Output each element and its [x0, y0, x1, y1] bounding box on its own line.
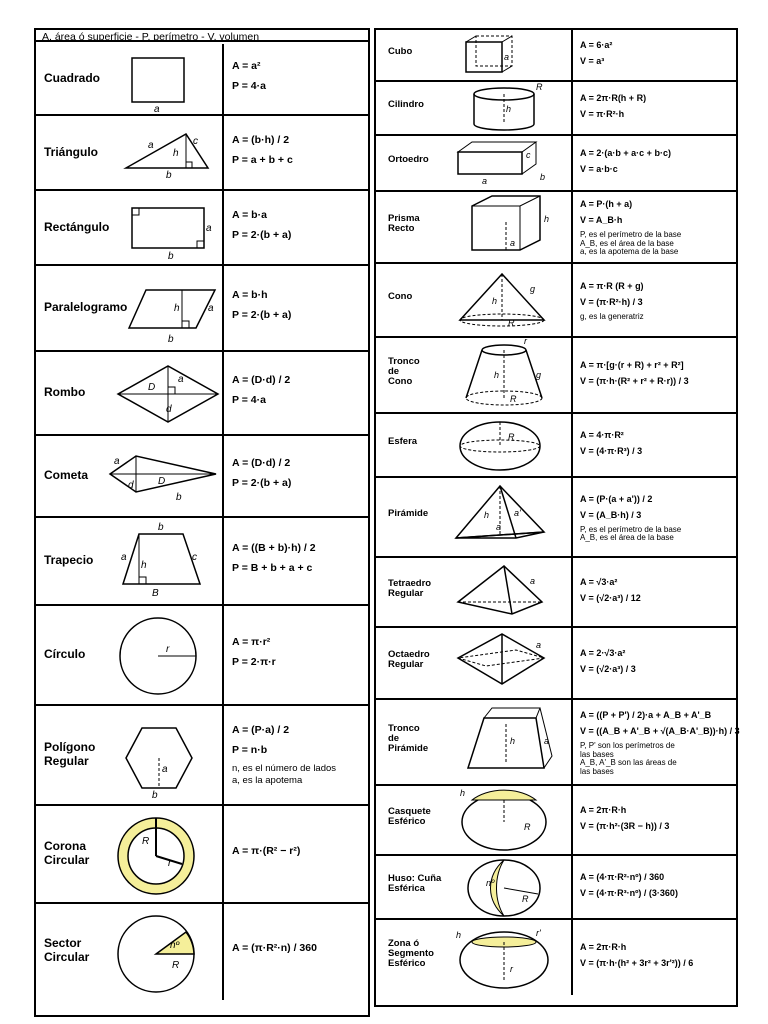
area-formula: A = (π·R²·n) / 360 [232, 942, 317, 954]
area-formula: A = b·h [232, 289, 268, 301]
dimension-label: h [484, 510, 490, 520]
dimension-label: R [536, 82, 543, 92]
area-formula: A = (D·d) / 2 [232, 457, 291, 469]
perimeter-formula: P = 2·π·r [232, 656, 276, 668]
volume-formula: V = a³ [580, 56, 605, 66]
cubo-diagram [376, 30, 571, 82]
area-formula: A = ((P + P') / 2)·a + A_B + A'_B [580, 710, 712, 720]
formula-row-sector-circular [36, 904, 368, 1000]
tronco-de-piramide-diagram [376, 700, 571, 786]
figure-name: Corona Circular [44, 839, 90, 867]
formula-note: a, es la apotema de la base [580, 247, 679, 257]
perimeter-formula: P = 2·(b + a) [232, 477, 292, 489]
dimension-label: b [176, 492, 182, 503]
figure-name: Rectángulo [44, 219, 110, 234]
formula-row-zona-o-segmento-esferico [376, 920, 736, 995]
trapecio-diagram [36, 518, 222, 606]
formula-note: las bases [580, 766, 614, 776]
column-divider [222, 518, 224, 604]
formula-row-tronco-de-piramide [376, 700, 740, 786]
formula-row-circulo [36, 606, 368, 706]
column-divider [571, 82, 573, 134]
column-divider [222, 436, 224, 516]
dimension-label: a [178, 374, 184, 385]
formula-row-corona-circular [36, 806, 368, 904]
formula-note: P, es el perímetro de la base [580, 524, 682, 534]
dimension-label: R [508, 432, 515, 442]
area-formula: A = (b·h) / 2 [232, 133, 290, 146]
dimension-label: R [508, 318, 515, 328]
figure-name: Tronco de Cono [388, 356, 420, 387]
esfera-diagram [376, 414, 571, 478]
column-divider [571, 414, 573, 476]
huso-cuna-esferica-diagram [376, 856, 571, 920]
figure-name: Rombo [44, 385, 86, 399]
dimension-label: h [173, 148, 179, 159]
dimension-label: a [206, 223, 212, 234]
formula-row-octaedro-regular [376, 628, 736, 700]
column-divider [222, 191, 224, 264]
formula-note: P, P' son los perímetros de [580, 741, 675, 750]
figure-name: Cubo [388, 46, 413, 57]
column-divider [571, 264, 573, 336]
zona-o-segmento-esferico-diagram [376, 920, 571, 995]
dimension-label: B [152, 588, 159, 599]
dimension-label: r [166, 644, 170, 655]
column-divider [571, 192, 573, 262]
tronco-de-cono-diagram [376, 338, 571, 414]
figure-name: Polígono Regular [44, 740, 96, 768]
legend-header: A, área ó superficie - P, perímetro - V, volumen [34, 28, 370, 42]
figure-name: Zona ó Segmento Esférico [388, 937, 434, 969]
dimension-label: h [141, 560, 147, 571]
dimension-label: R [524, 822, 531, 832]
volume-formula: V = (A_B·h) / 3 [580, 509, 642, 520]
dimension-label: a [121, 552, 127, 563]
perimeter-formula: P = B + b + a + c [232, 562, 313, 574]
dimension-label: b [540, 172, 546, 182]
formula-row-esfera [376, 414, 736, 478]
dimension-label: b [158, 522, 164, 533]
column-divider [571, 628, 573, 698]
formula-row-trapecio [36, 518, 368, 606]
area-formula: A = (P·a) / 2 [232, 724, 290, 736]
dimension-label: d [128, 480, 134, 491]
figure-name: Tetraedro Regular [388, 578, 432, 599]
perimeter-formula: P = a + b + c [232, 153, 293, 166]
column-divider [222, 706, 224, 804]
figure-name: Círculo [44, 647, 86, 661]
column-divider [222, 904, 224, 1000]
figure-name: Casquete Esférico [388, 806, 431, 827]
dimension-label: D [148, 382, 156, 393]
formula-row-rombo [36, 352, 368, 436]
area-formula: A = (4·π·R²·nº) / 360 [580, 872, 665, 882]
dimension-label: h [510, 736, 516, 746]
dimension-label: h [174, 303, 180, 314]
figure-name: Trapecio [44, 553, 94, 567]
figure-name: Esfera [388, 436, 418, 447]
column-divider [571, 856, 573, 918]
dimension-label: a [148, 140, 154, 151]
formula-row-piramide [376, 478, 736, 558]
area-formula: A = 2π·R(h + R) [580, 93, 647, 103]
dimension-label: R [522, 894, 529, 904]
figure-name: Triángulo [44, 144, 98, 159]
formula-row-tetraedro-regular [376, 558, 736, 628]
formula-row-rectangulo [36, 191, 368, 266]
solid-figures-column [374, 28, 738, 1007]
dimension-label: a [482, 176, 488, 186]
dimension-label: a [208, 303, 214, 314]
formula-row-triangulo [36, 116, 368, 191]
corona-circular-diagram [36, 806, 222, 904]
figure-name: Tronco de Pirámide [388, 723, 429, 754]
dimension-label: b [168, 334, 174, 345]
dimension-label: a [536, 640, 542, 650]
dimension-label: r [510, 964, 513, 974]
area-formula: A = 6·a² [580, 40, 613, 50]
dimension-label: h [492, 296, 498, 306]
formula-row-poligono-regular [36, 706, 368, 806]
figure-name: Pirámide [388, 508, 429, 519]
dimension-label: b [168, 251, 174, 262]
area-formula: A = π·r² [232, 636, 271, 648]
plane-figures-column [34, 28, 370, 1017]
perimeter-formula: P = 4·a [232, 80, 266, 92]
area-formula: A = ((B + b)·h) / 2 [232, 542, 316, 554]
formula-note: g, es la generatriz [580, 311, 644, 321]
column-divider [222, 606, 224, 704]
formula-row-cubo [376, 30, 736, 82]
area-formula: A = π·(R² − r²) [232, 845, 301, 857]
area-formula: A = b·a [232, 208, 267, 221]
column-divider [571, 478, 573, 556]
area-formula: A = a² [232, 60, 261, 72]
figure-name: Prisma Recto [388, 213, 420, 234]
column-divider [222, 806, 224, 902]
volume-formula: V = A_B·h [580, 215, 623, 226]
formula-row-cilindro [376, 82, 736, 136]
ortoedro-diagram [376, 136, 571, 192]
volume-formula: V = (√2·a³) / 3 [580, 664, 636, 674]
figure-name: Ortoedro [388, 154, 429, 165]
dimension-label: a [510, 238, 516, 248]
dimension-label: a' [514, 508, 521, 518]
volume-formula: V = (4·π·R³·nº) / (3·360) [580, 888, 678, 898]
formula-row-ortoedro [376, 136, 736, 192]
poligono-regular-diagram [36, 706, 222, 806]
figure-name: Cometa [44, 468, 89, 482]
perimeter-formula: P = 2·(b + a) [232, 228, 292, 241]
volume-formula: V = a·b·c [580, 164, 618, 174]
rombo-diagram [36, 352, 222, 436]
dimension-label: a [544, 736, 550, 746]
formula-row-casquete-esferico [376, 786, 736, 856]
perimeter-formula: P = 2·(b + a) [232, 309, 292, 321]
perimeter-formula: P = n·b [232, 744, 268, 756]
volume-formula: V = (4·π·R³) / 3 [580, 446, 643, 456]
dimension-label: R [510, 394, 517, 404]
formula-note: a, es la apotema [232, 775, 303, 786]
formula-row-tronco-de-cono [376, 338, 736, 414]
figure-name: Cuadrado [44, 71, 101, 85]
dimension-label: h [456, 930, 462, 940]
paralelogramo-diagram [36, 266, 222, 352]
figure-name: Cilindro [388, 99, 424, 110]
area-formula: A = 2π·R·h [580, 941, 627, 952]
cono-diagram [376, 264, 571, 338]
area-formula: A = 4·π·R² [580, 430, 624, 440]
casquete-esferico-diagram [376, 786, 571, 856]
formula-note: A_B, A'_B son las áreas de [580, 758, 677, 767]
column-divider [571, 700, 573, 784]
dimension-label: a [154, 104, 160, 115]
formula-note: A_B, es el área de la base [580, 238, 674, 248]
formula-row-prisma-recto [376, 192, 736, 264]
area-formula: A = (D·d) / 2 [232, 374, 291, 386]
area-formula: A = √3·a² [580, 577, 618, 587]
prisma-recto-diagram [376, 192, 571, 264]
dimension-label: h [506, 104, 512, 114]
figure-name: Cono [388, 291, 413, 302]
column-divider [571, 786, 573, 854]
figure-name: Paralelogramo [44, 300, 128, 314]
area-formula: A = P·(h + a) [580, 199, 633, 210]
dimension-label: h [460, 788, 466, 798]
volume-formula: V = (π·h·(h² + 3r² + 3r'²)) / 6 [580, 957, 694, 968]
cilindro-diagram [376, 82, 571, 136]
triangulo-diagram [36, 116, 222, 191]
formula-row-cometa [36, 436, 368, 518]
cometa-diagram [36, 436, 222, 518]
volume-formula: V = ((A_B + A'_B + √(A_B·A'_B))·h) / 3 [580, 726, 740, 736]
formula-note: A_B, es el área de la base [580, 533, 674, 542]
octaedro-regular-diagram [376, 628, 571, 700]
area-formula: A = 2·(a·b + a·c + b·c) [580, 148, 671, 158]
formula-row-huso-cuna-esferica [376, 856, 736, 920]
dimension-label: a [496, 522, 502, 532]
dimension-label: nº [170, 940, 180, 951]
volume-formula: V = (π·R²·h) / 3 [580, 296, 643, 307]
tetraedro-regular-diagram [376, 558, 571, 628]
dimension-label: c [192, 552, 197, 563]
dimension-label: R [142, 836, 150, 847]
formula-note: P, es el perímetro de la base [580, 230, 682, 240]
formula-row-paralelogramo [36, 266, 368, 352]
dimension-label: r [168, 858, 172, 869]
dimension-label: g [536, 370, 542, 380]
area-formula: A = π·R (R + g) [580, 280, 644, 291]
dimension-label: a [114, 456, 120, 467]
dimension-label: a [530, 576, 536, 586]
dimension-label: b [152, 790, 158, 801]
column-divider [222, 266, 224, 350]
column-divider [571, 136, 573, 190]
formula-note: n, es el número de lados [232, 763, 337, 774]
dimension-label: h [494, 370, 500, 380]
dimension-label: D [158, 476, 166, 487]
perimeter-formula: P = 4·a [232, 394, 266, 406]
dimension-label: r [524, 336, 527, 346]
figure-name: Huso: Cuña Esférica [388, 873, 442, 894]
column-divider [222, 352, 224, 434]
area-formula: A = 2·√3·a² [580, 648, 626, 658]
area-formula: A = (P·(a + a')) / 2 [580, 493, 653, 504]
column-divider [571, 920, 573, 995]
dimension-label: c [193, 136, 198, 147]
sector-circular-diagram [36, 904, 222, 1000]
dimension-label: r' [536, 928, 541, 938]
formula-row-cuadrado [36, 44, 368, 116]
dimension-label: g [530, 284, 536, 294]
area-formula: A = 2π·R·h [580, 805, 627, 815]
column-divider [571, 558, 573, 626]
dimension-label: d [166, 404, 172, 415]
dimension-label: a [162, 764, 168, 775]
dimension-label: R [172, 960, 180, 971]
column-divider [222, 44, 224, 114]
area-formula: A = π·[g·(r + R) + r² + R²] [580, 360, 684, 370]
volume-formula: V = (π·h²·(3R − h)) / 3 [580, 821, 670, 831]
column-divider [571, 338, 573, 412]
dimension-label: h [544, 214, 550, 224]
column-divider [571, 30, 573, 80]
volume-formula: V = (π·h·(R² + r² + R·r)) / 3 [580, 376, 689, 386]
column-divider [222, 116, 224, 189]
piramide-diagram [376, 478, 571, 558]
dimension-label: nº [486, 878, 495, 888]
rectangulo-diagram [36, 191, 222, 266]
volume-formula: V = π·R²·h [580, 109, 625, 119]
volume-formula: V = (√2·a³) / 12 [580, 593, 641, 603]
cuadrado-diagram [36, 44, 222, 116]
dimension-label: b [166, 170, 172, 181]
figure-name: Sector Circular [44, 936, 90, 964]
formula-note: las bases [580, 749, 614, 759]
circulo-diagram [36, 606, 222, 706]
formula-row-cono [376, 264, 736, 338]
figure-name: Octaedro Regular [388, 649, 430, 670]
dimension-label: c [526, 150, 531, 160]
dimension-label: a [504, 52, 510, 62]
